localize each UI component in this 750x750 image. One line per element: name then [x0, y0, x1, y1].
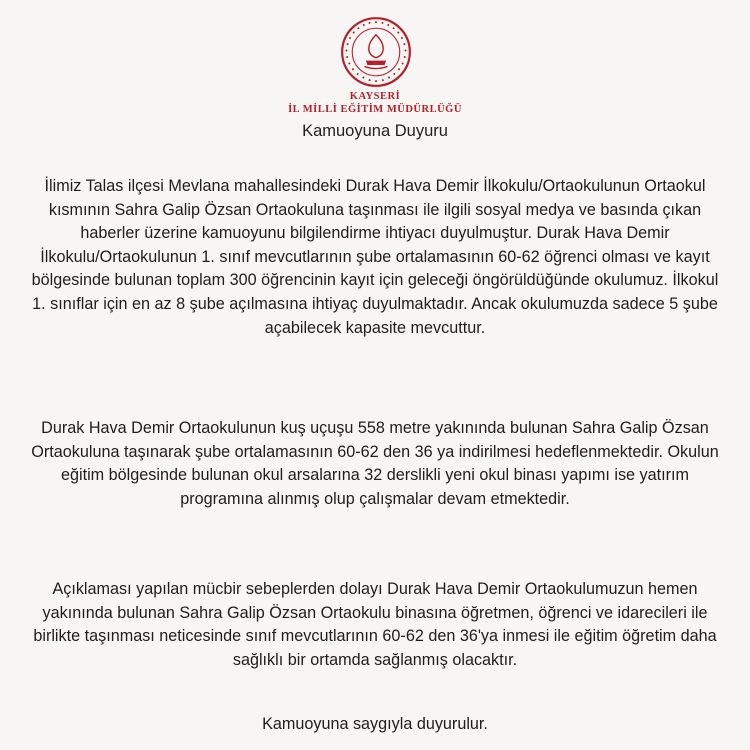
- org-name-line-1: KAYSERİ: [349, 91, 401, 102]
- org-name-line-2: İL MİLLİ EĞİTİM MÜDÜRLÜĞÜ: [288, 104, 462, 115]
- closing-statement: Kamuoyuna saygıyla duyurulur.: [262, 715, 488, 733]
- paragraph-2: Durak Hava Demir Ortaokulunun kuş uçuşu 558 metre yakınında bulunan Sahra Galip Özsan Ortaokuluna taşınarak şube ortalamasının 60-62 den 36 ya indirilmesi hedeflenmektedir. Okulun eğitim bölgesinde bulunan okul arsalarına 32 derslikli yeni okul binası yapımı ise yatırım programına alınmış olup çalışmalar devam etmektedir.: [31, 419, 719, 508]
- announcement-title: Kamuoyuna Duyuru: [302, 122, 448, 140]
- ministry-seal-logo: [340, 16, 412, 88]
- paragraph-3: Açıklaması yapılan mücbir sebeplerden dolayı Durak Hava Demir Ortaokulumuzun hemen yakınında bulunan Sahra Galip Özsan Ortaokulu binasına öğretmen, öğrenci ve idarecileri ile birlikte taşınması neticesinde sınıf mevcutlarının 60-62 den 36'ya inmesi ile eğitim öğretim daha sağlıklı bir ortamda sağlanmış olacaktır.: [33, 580, 717, 669]
- paragraph-1: İlimiz Talas ilçesi Mevlana mahallesindeki Durak Hava Demir İlkokulu/Ortaokulunun Ortaokul kısmının Sahra Galip Özsan Ortaokuluna taşınması ile ilgili sosyal medya ve basında çıkan haberler üzerine kamuoyunu bilgilendirme ihtiyacı duyulmuştur. Durak Hava Demir İlkokulu/Ortaokulunun 1. sınıf mevcutlarının şube ortalamasının 60-62 öğrenci olması ve kayıt bölgesinde bulunan toplam 300 öğrencinin kayıt için geleceği öngörüldüğünde okulumuz. İlkokul 1. sınıflar için en az 8 şube açılmasına ihtiyaç duyulmaktadır. Ancak okulumuzda sadece 5 şube açabilecek kapasite mevcuttur.: [31, 177, 719, 337]
